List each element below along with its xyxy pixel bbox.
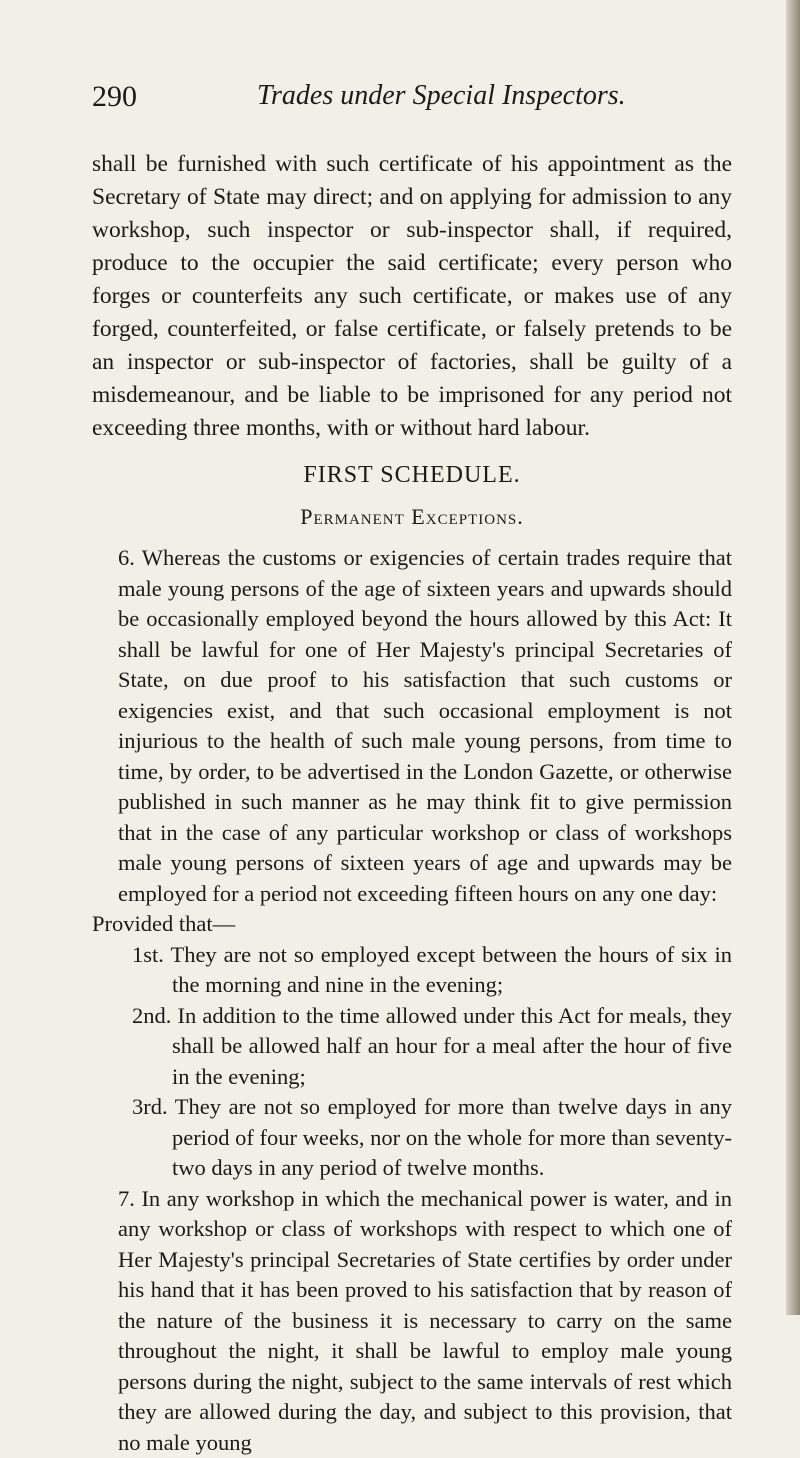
proviso-2: 2nd. In addition to the time allowed under this Act for meals, they shall be allowed half an hour for a meal after the hour of five in the evening; <box>92 1001 732 1093</box>
proviso-3: 3rd. They are not so employed for more than twelve days in any period of four weeks, nor on the whole for more than seventy-two days in any period of twelve months. <box>92 1092 732 1184</box>
running-head: Trades under Special Inspectors. <box>257 80 626 112</box>
clause-7: 7. In any workshop in which the mechanical power is water, and in any workshop or class of workshops with respect to which one of Her Majesty's principal Secretaries of State certifies by order under his hand that it has been proved to his satisfaction that by reason of the nature of the business it is necessary to carry on the same throughout the night, it shall be lawful to employ male young persons during the night, subject to the same intervals of rest which they are allowed during the day, and subject to this provision, that no male young <box>92 1184 732 1458</box>
opening-paragraph: shall be furnished with such certificate of his appointment as the Secretary of State may direct; and on applying for admission to any workshop, such inspector or sub-inspector shall, if required, produce to the occupier the said certificate; every person who forges or counterfeits any such certificate, or makes use of any forged, counterfeited, or false certificate, or falsely pretends to be an inspector or sub-inspector of factories, shall be guilty of a misdemeanour, and be liable to be imprisoned for any period not exceeding three months, with or without hard labour. <box>92 148 732 445</box>
body-text <box>92 148 732 1458</box>
page-number: 290 <box>92 80 137 114</box>
proviso-1: 1st. They are not so employed except between the hours of six in the morning and nine in the evening; <box>92 940 732 1001</box>
page-edge-shadow <box>786 0 800 1315</box>
schedule-title: FIRST SCHEDULE. <box>92 459 732 492</box>
clause-6: 6. Whereas the customs or exigencies of certain trades require that male young persons of the age of sixteen years and upwards should be occasionally employed beyond the hours allowed by this Act: It shall be lawful for one of Her Majesty's principal Secretaries of State, on due proof to his satisfaction that such customs or exigencies exist, and that such occasional employment is not injurious to the health of such male young persons, from time to time, by order, to be advertised in the London Gazette, or otherwise published in such manner as he may think fit to give permission that in the case of any particular workshop or class of workshops male young persons of sixteen years of age and upwards may be employed for a period not exceeding fifteen hours on any one day: <box>92 543 732 909</box>
schedule-body <box>92 543 732 1458</box>
provided-that: Provided that— <box>92 909 732 940</box>
schedule-subtitle: Permanent Exceptions. <box>92 500 732 533</box>
page-header <box>92 80 732 120</box>
